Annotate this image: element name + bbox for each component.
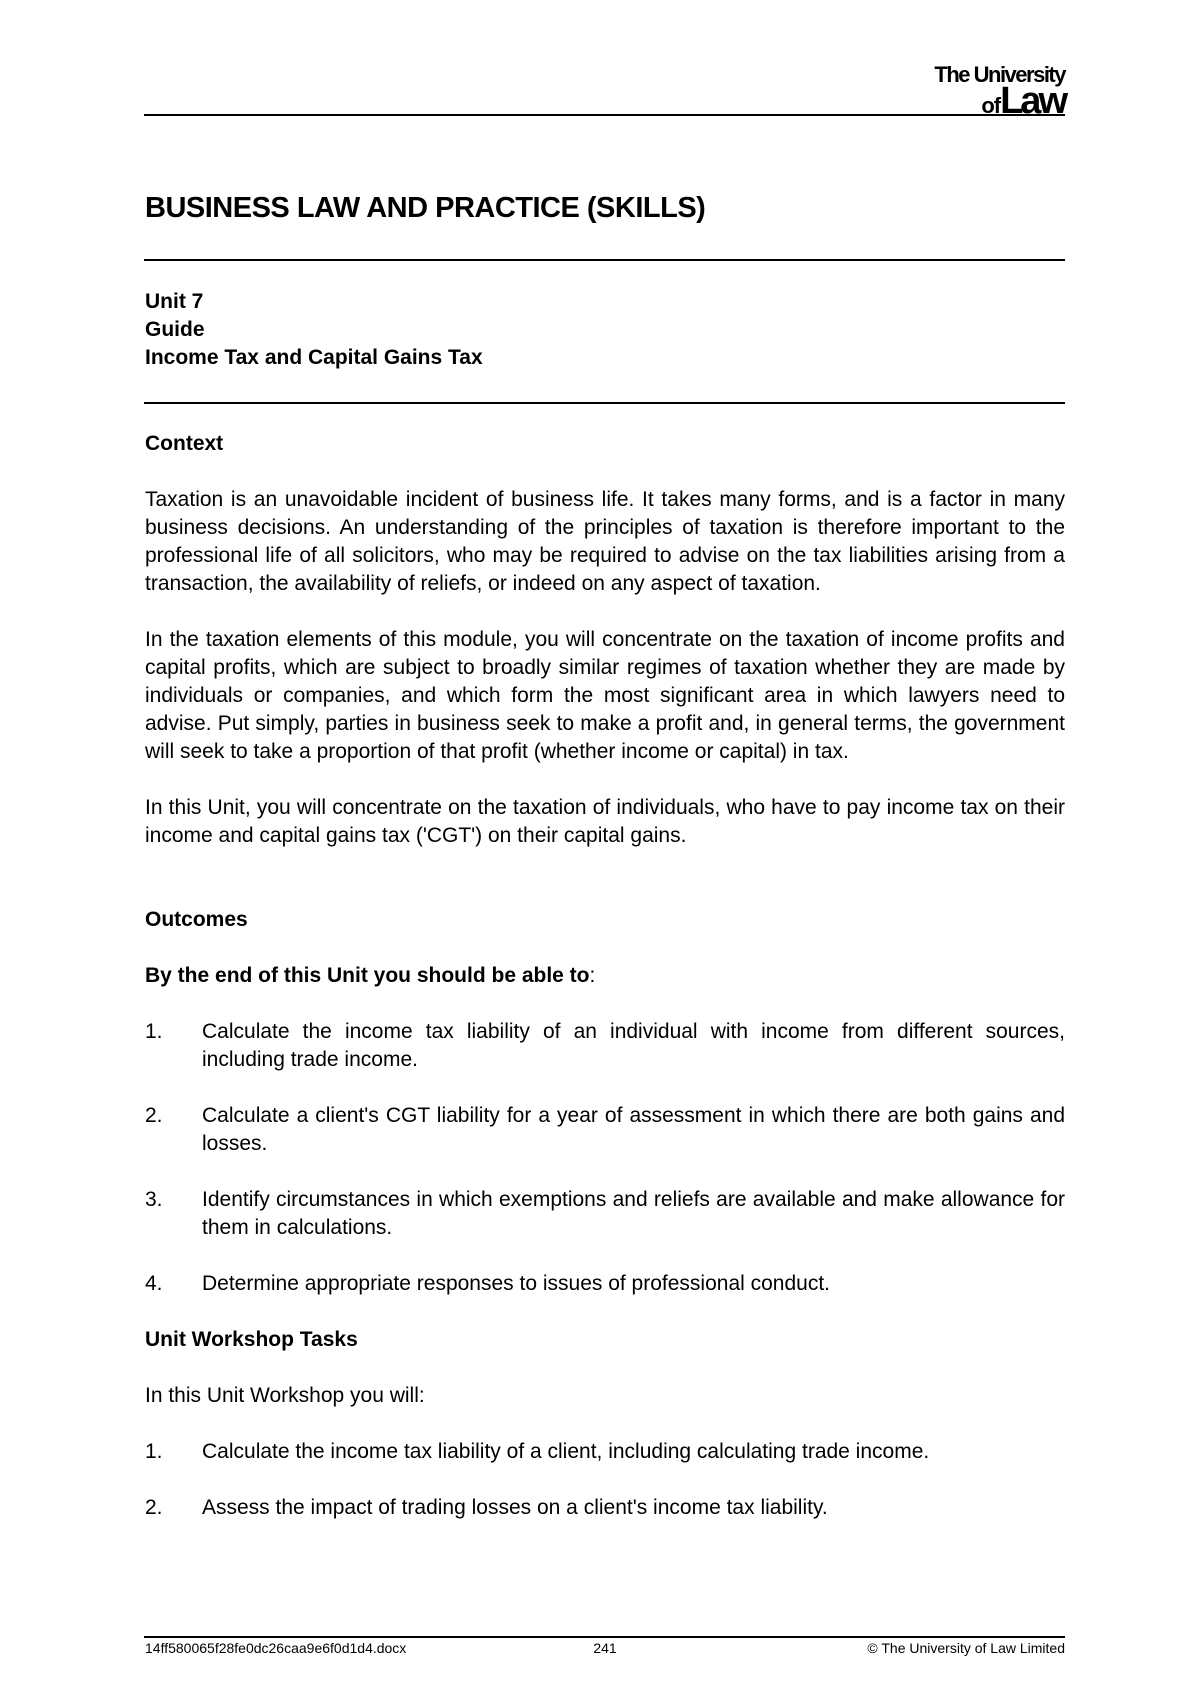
list-item-number: 1. xyxy=(145,1020,163,1043)
unit-block xyxy=(145,288,483,372)
list-item-number: 1. xyxy=(145,1440,163,1463)
list-item-number: 2. xyxy=(145,1496,163,1519)
footer-page-number: 241 xyxy=(593,1640,617,1656)
list-item-text: Determine appropriate responses to issues of professional conduct. xyxy=(202,1272,831,1295)
list-item-number: 4. xyxy=(145,1272,163,1295)
list-item-text: Calculate a client's CGT liability for a year of assessment in which there are both gains and losses. xyxy=(202,1104,1065,1155)
list-item xyxy=(145,1438,1065,1466)
outcomes-intro-colon: : xyxy=(589,964,596,987)
outcomes-intro-bold: By the end of this Unit you should be able to xyxy=(145,964,590,987)
footer-filename: 14ff580065f28fe0dc26caa9e6f0d1d4.docx xyxy=(145,1640,407,1656)
list-item-number: 3. xyxy=(145,1188,163,1211)
list-item-text: Calculate the income tax liability of a client, including calculating trade income. xyxy=(202,1440,930,1463)
logo-line1: The University xyxy=(934,62,1065,87)
footer-divider xyxy=(144,1636,1065,1638)
unit-number: Unit 7 xyxy=(145,290,204,313)
context-paragraph: In the taxation elements of this module, you will concentrate on the taxation of income profits and capital profits, which are subject to broadly similar regimes of taxation whether they are made by individuals or companies, and which form the most significant area in which lawyers need to advise. Put simply, parties in business seek to make a profit and, in general terms, the government will seek to take a proportion of that profit (whether income or capital) in tax. xyxy=(145,628,1065,763)
unit-subject: Income Tax and Capital Gains Tax xyxy=(145,346,483,369)
unit-divider xyxy=(144,402,1065,404)
main-content xyxy=(145,430,1065,1550)
list-item xyxy=(145,1186,1065,1242)
list-item-text: Assess the impact of trading losses on a client's income tax liability. xyxy=(202,1496,828,1519)
list-item-text: Identify circumstances in which exemptions and reliefs are available and make allowance for them in calculations. xyxy=(202,1188,1065,1239)
logo-law: Law xyxy=(1000,80,1065,122)
outcomes-heading: Outcomes xyxy=(145,908,248,931)
outcomes-list xyxy=(145,1018,1065,1298)
university-logo xyxy=(934,64,1065,120)
workshop-intro: In this Unit Workshop you will: xyxy=(145,1384,425,1407)
workshop-heading: Unit Workshop Tasks xyxy=(145,1328,358,1351)
list-item-text: Calculate the income tax liability of an individual with income from different sources, including trade income. xyxy=(202,1020,1065,1071)
footer-copyright: © The University of Law Limited xyxy=(867,1640,1065,1656)
header-divider xyxy=(144,114,1065,116)
document-title: BUSINESS LAW AND PRACTICE (SKILLS) xyxy=(145,192,706,224)
context-paragraph: Taxation is an unavoidable incident of business life. It takes many forms, and is a factor in many business decisions. An understanding of the principles of taxation is therefore important to the professional life of all solicitors, who may be required to advise on the tax liabilities arising from a transaction, the availability of reliefs, or indeed on any aspect of taxation. xyxy=(145,488,1065,595)
list-item xyxy=(145,1494,1065,1522)
list-item xyxy=(145,1018,1065,1074)
list-item xyxy=(145,1270,1065,1298)
list-item-number: 2. xyxy=(145,1104,163,1127)
page-footer xyxy=(145,1640,1065,1656)
unit-type: Guide xyxy=(145,318,205,341)
context-paragraph: In this Unit, you will concentrate on the taxation of individuals, who have to pay income tax on their income and capital gains tax ('CGT') on their capital gains. xyxy=(145,796,1065,847)
workshop-list xyxy=(145,1438,1065,1522)
title-divider xyxy=(144,259,1065,261)
outcomes-intro xyxy=(145,962,1065,990)
logo-of: of xyxy=(981,93,1001,118)
context-heading: Context xyxy=(145,432,224,455)
list-item xyxy=(145,1102,1065,1158)
